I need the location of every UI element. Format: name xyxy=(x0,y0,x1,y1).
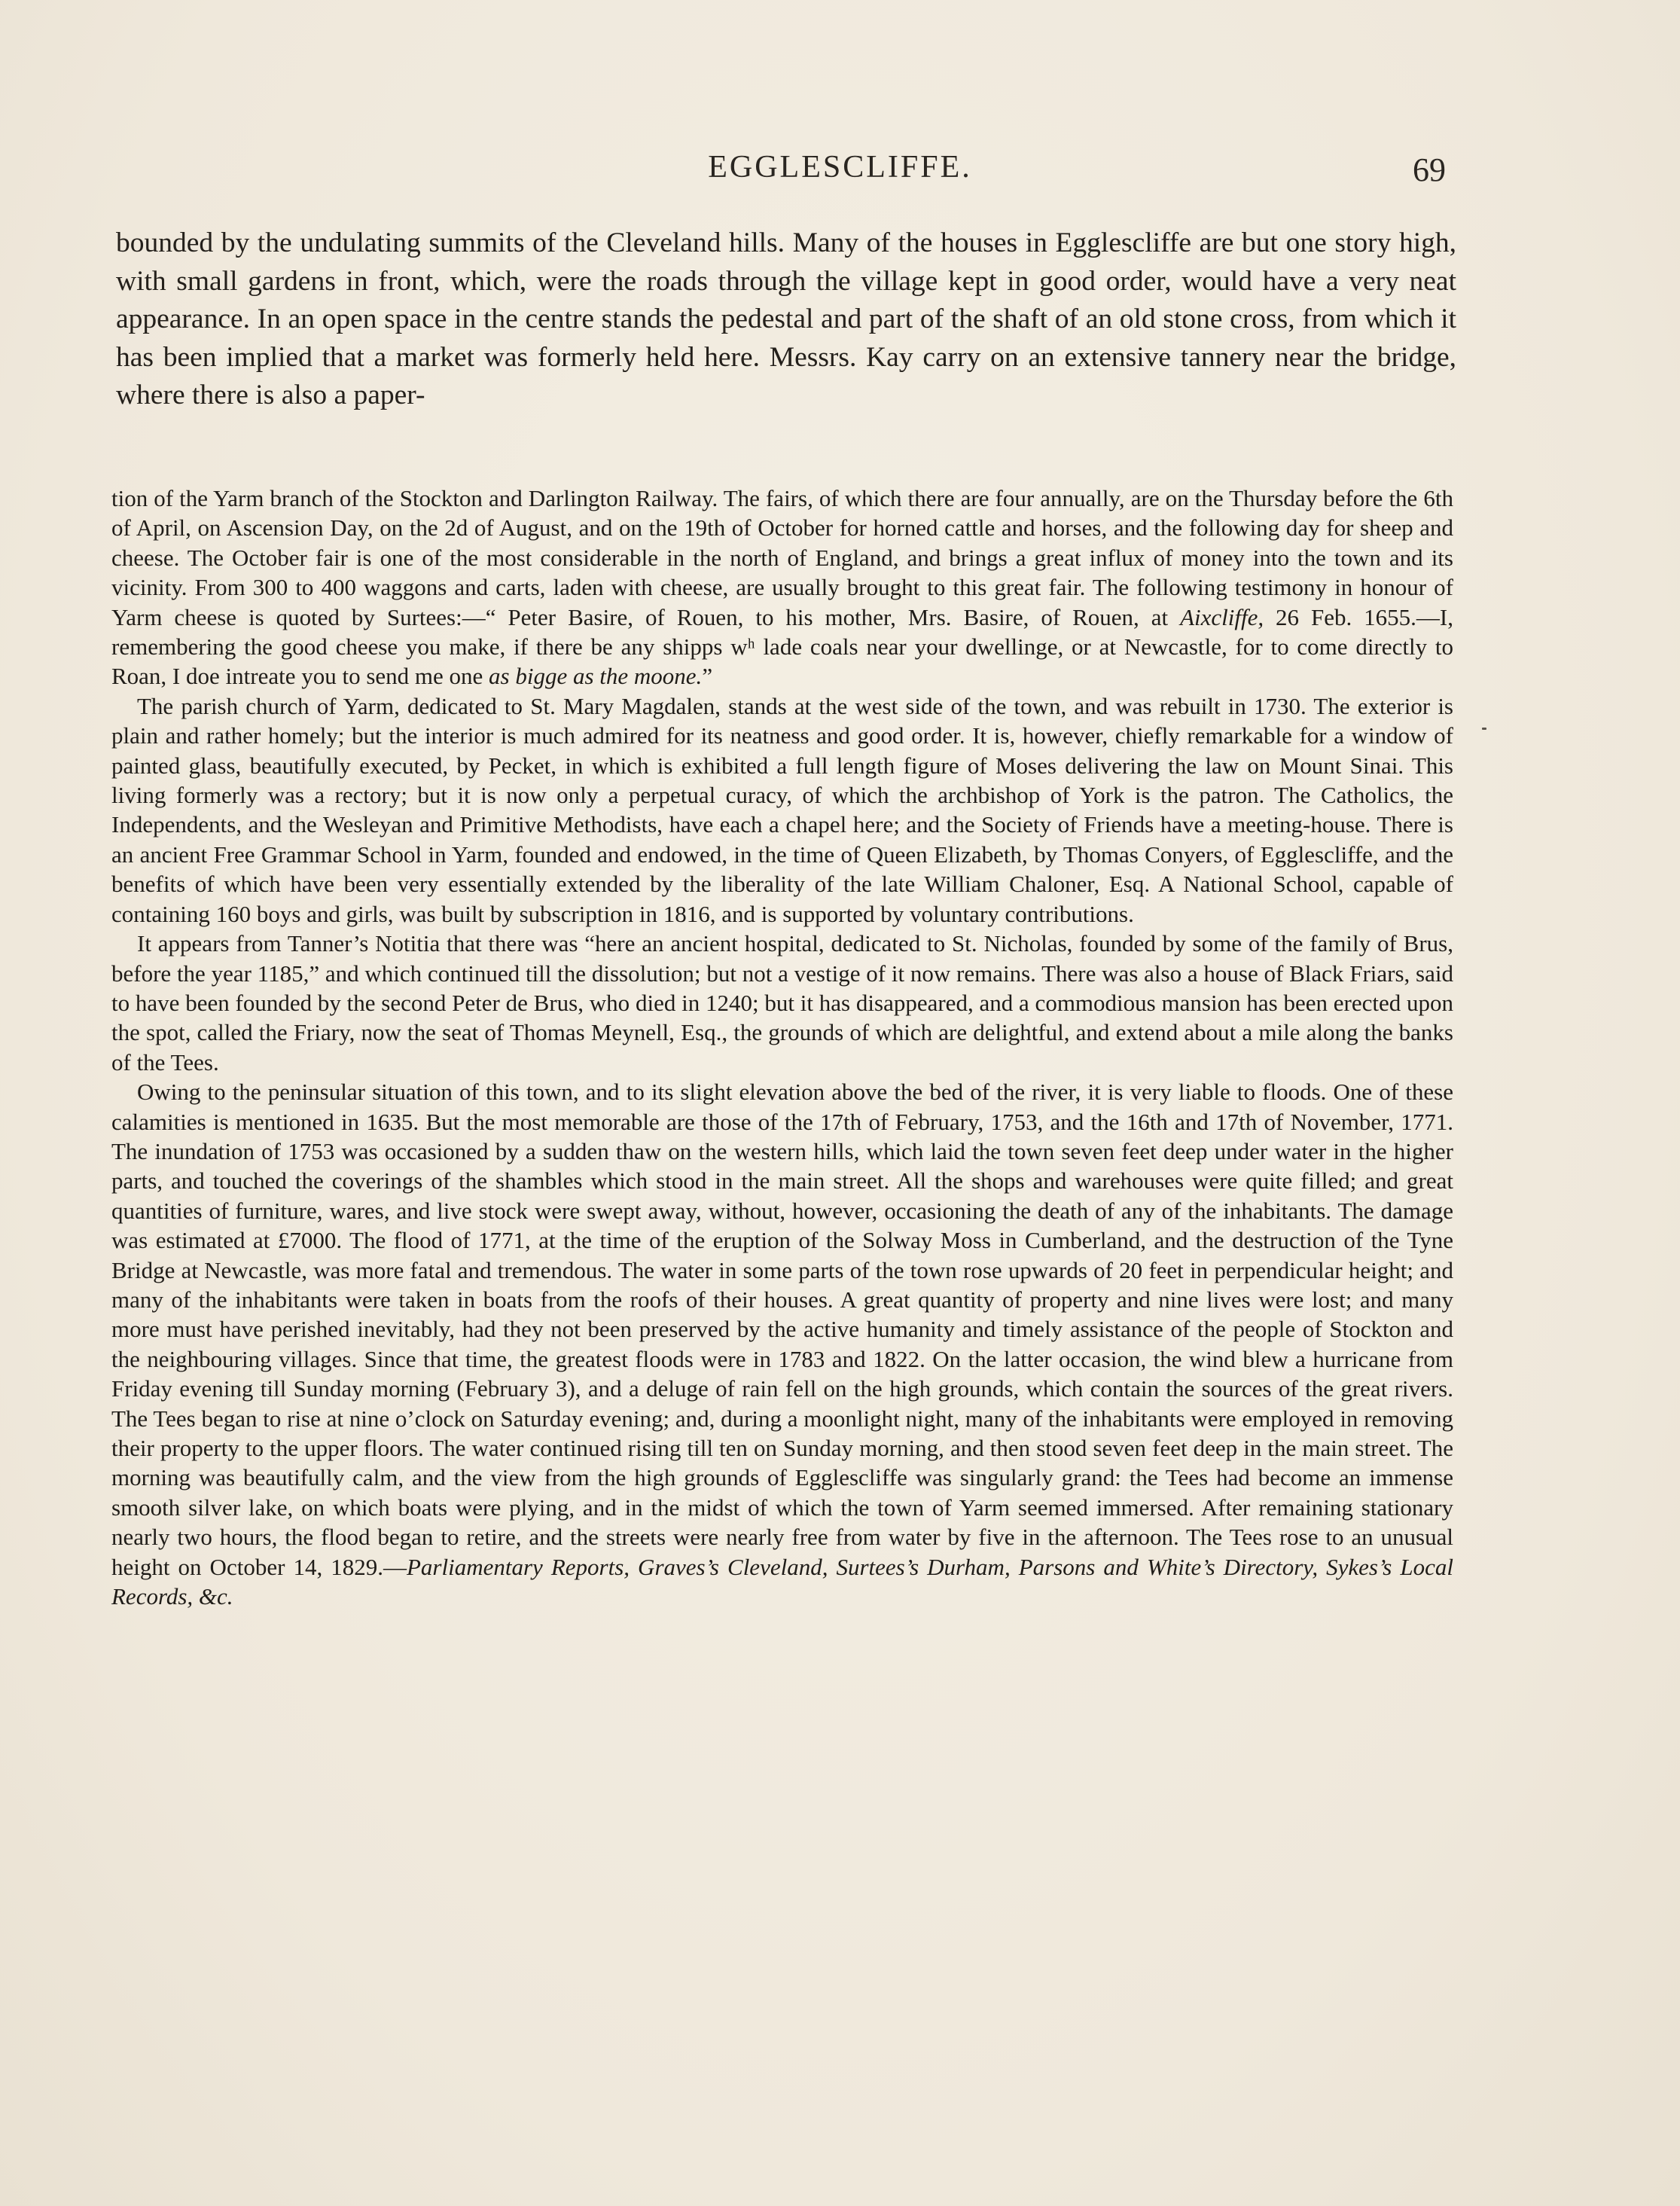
body-text xyxy=(111,484,1453,1611)
running-head xyxy=(0,149,1680,194)
paragraph-text: 26 Feb. 1655.—I, remembering the good cheese you make, if there be any shipps wʰ lade coals near your dwellinge, or at Newcastle, for to come directly to Roan, I doe intreate you to send me one xyxy=(111,603,1454,690)
lead-paragraph: bounded by the undulating summits of the Cleveland hills. Many of the houses in Egglescliffe are but one story high, with small gardens in front, which, were the roads through the village kept in good order, would have a very neat appearance. In an open space in the centre stands the pedestal and part of the shaft of an old stone cross, from which it has been implied that a market was formerly held here. Messrs. Kay carry on an extensive tannery near the bridge, where there is also a paper- xyxy=(116,227,1456,410)
italic-place-name: Aixcliffe, xyxy=(1180,603,1264,630)
paragraph-text: Owing to the peninsular situation of this town, and to its slight elevation above the bed of the river, it is very liable to floods. One of these calamities is mentioned in 1635. But the most memorable are those of the 17th of February, 1753, and the 16th and 17th of November, 1771. The inundation of 1753 was occasioned by a sudden thaw on the western hills, which laid the town seven feet deep under water in the higher parts, and touched the coverings of the shambles which stood in the main street. All the shops and warehouses were quite filled; and great quantities of furniture, wares, and live stock were swept away, without, however, occasioning the death of any of the inhabitants. The damage was estimated at £7000. The flood of 1771, at the time of the eruption of the Solway Moss in Cumberland, and the destruction of the Tyne Bridge at Newcastle, was more fatal and tremendous. The water in some parts of the town rose upwards of 20 feet in perpendicular height; and many of the inhabitants were taken in boats from the roofs of their houses. A great quantity of property and nine lives were lost; and many more must have perished inevitably, had they not been preserved by the active humanity and timely assistance of the people of Stockton and the neighbouring villages. Since that time, the greatest floods were in 1783 and 1822. On the latter occasion, the wind blew a hurricane from Friday evening till Sunday morning (February 3), and a deluge of rain fell on the high grounds, which contain the sources of the great rivers. The Tees began to rise at nine o’clock on Saturday evening; and, during a moonlight night, many of the inhabitants were employed in removing their property to the upper floors. The water continued rising till ten on Sunday morning, and then stood seven feet deep in the main street. The morning was beautifully calm, and the view from the high grounds of Egglescliffe was singularly grand: the Tees had become an immense smooth silver lake, on which boats were plying, and in the midst of which the town of Yarm seemed immersed. After remaining stationary nearly two hours, the flood began to retire, and the streets were nearly free from water by five in the afternoon. The Tees rose to an unusual height on October 14, 1829.— xyxy=(111,1079,1453,1580)
closing-quote: ” xyxy=(702,663,713,690)
paragraph-fairs xyxy=(111,484,1453,691)
paragraph-church: The parish church of Yarm, dedicated to St. Mary Magdalen, stands at the west side of the town, and was rebuilt in 1730. The exterior is plain and rather homely; but the interior is much admired for its neatness and good order. It is, however, chiefly remarkable for a window of painted glass, beautifully executed, by Pecket, in which is exhibited a full length figure of Moses delivering the law on Mount Sinai. This living formerly was a rectory; but it is now only a perpetual curacy, of which the archbishop of York is the patron. The Catholics, the Independents, and the Wesleyan and Primitive Methodists, have each a chapel here; and the Society of Friends have a meeting-house. There is an ancient Free Grammar School in Yarm, founded and endowed, in the time of Queen Elizabeth, by Thomas Conyers, of Egglescliffe, and the benefits of which have been very essentially extended by the liberality of the late William Chaloner, Esq. A National School, capable of containing 160 boys and girls, was built by subscription in 1816, and is supported by voluntary contributions. xyxy=(111,692,1453,927)
paragraph-floods xyxy=(111,1077,1453,1611)
italic-sources: Parliamentary Reports, Graves’s Cleveland, Surtees’s Durham, Parsons and White’s Directory, Sykes’s Local Records, &c. xyxy=(111,1553,1454,1610)
paragraph-text: tion of the Yarm branch of the Stockton and Darlington Railway. The fairs, of which there are four annually, are on the Thursday before the 6th of April, on Ascension Day, on the 2d of August, and on the 19th of October for horned cattle and horses, and the following day for sheep and cheese. The October fair is one of the most considerable in the north of England, and brings a great influx of money into the town and its vicinity. From 300 to 400 waggons and carts, laden with cheese, are usually brought to this great fair. The following testimony in honour of Yarm cheese is quoted by Surtees:—“ Peter Basire, of Rouen, to his mother, Mrs. Basire, of Rouen, at xyxy=(111,485,1453,630)
margin-mark xyxy=(1482,728,1486,730)
italic-quotation: as bigge as the moone. xyxy=(489,663,703,690)
page-number: 69 xyxy=(1413,151,1446,188)
lead-paragraph-block xyxy=(116,224,1456,415)
page-title: EGGLESCLIFFE. xyxy=(708,150,972,185)
paragraph-hospital: It appears from Tanner’s Notitia that there was “here an ancient hospital, dedicated to St. Nicholas, founded by some of the family of Brus, before the year 1185,” and which continued till the dissolution; but not a vestige of it now remains. There was also a house of Black Friars, said to have been founded by the second Peter de Brus, who died in 1240; but it has disappeared, and a commodious mansion has been erected upon the spot, called the Friary, now the seat of Thomas Meynell, Esq., the grounds of which are delightful, and extend about a mile along the banks of the Tees. xyxy=(111,930,1453,1076)
